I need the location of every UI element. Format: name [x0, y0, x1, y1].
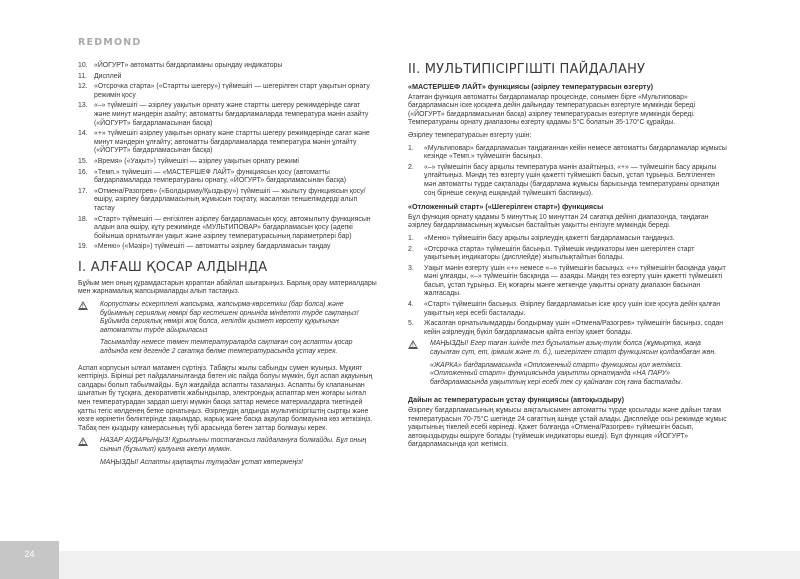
list-item	[78, 243, 378, 252]
list-item	[78, 216, 378, 242]
list-item	[78, 73, 378, 82]
list-item	[78, 188, 378, 214]
list-item-number: 1.	[408, 144, 414, 152]
note-delay-programs: «ЖАРКА» бағдарламасында «Отложенный старт» функциясы қол жетімсіз. «Отложенный старт» функциясында уақытты орнатқанда «НА ПАРУ» бағдарламасында уақыттың кері есебі тек су қайнаған соң ғана басталады.	[430, 361, 683, 386]
section-title-before-use: I. АЛҒАШ ҚОСАР АЛДЫНДА	[78, 259, 268, 275]
page-number: 24	[0, 541, 59, 579]
list-item-number: 10.	[78, 62, 88, 69]
list-item	[408, 320, 728, 337]
left-column	[78, 62, 378, 475]
list-item-text: «+» түймешігі әзірлеу уақытын орнату және стартты шегеру режимдерінде сағат және минут мәндерін ұлғайту; автоматты бағдарламаларда температура мәнін ұлғайту («ЙОГУРТ» бағдарламасынан басқа)	[94, 130, 370, 155]
right-column	[408, 62, 728, 454]
list-item	[78, 158, 378, 167]
mastershef-paragraph: Атағған функция автоматты бағдарламалар процесінде, сонымен бірге «Мультиповар» бағдарламасын іске қосқанға дейін дайындау температурасын өзгертуге мүмкіндік береді («ЙОГУРТ» бағдарламасынан басқа) әзірлеу температурасын өзгертуге мүмкіндік береді. Температураны орнату диапазоны өзгерту қадамы 5°С болатын 35-170°С құрайды.	[408, 93, 695, 127]
list-item-text: «Темп.» түймешігі — «МАСТЕРШЕФ ЛАЙТ» функциясын қосу (автоматты бағдарламаларда температураны орнату, «ЙОГУРТ» бағдарламасынан басқа)	[94, 168, 347, 185]
list-item-text: «Старт» түймешігі — енгізілген әзірлеу бағдарламасын қосу, автожылыту функциясын алдын ала өшіру, кұту режимінде «МУЛЬТИПОВАР» бағдарламасын қосу (әдепкі бойынша орнатылған уақыт және әзірлеу температурасының параметрлері бар)	[94, 215, 371, 240]
heading-delayed-start: «Отложенный старт» («Шегерілген старт») функциясы	[408, 202, 604, 212]
list-item	[408, 301, 728, 318]
note-attention: ! НАЗАР АУДАРЫҢЫЗ! Құрылғыны тостағансыз пайдалануға болмайды. Бұл оның сынып (бұзылып) қалуына әкелуі мүмкін. МАҢЫЗДЫ! Аспапты қақпақты тұтқадан ұстап көтермеңіз!	[78, 437, 378, 471]
list-item-number: 2.	[408, 163, 414, 171]
note-delayed-start: ! МАҢЫЗДЫ! Егер таған ішінде тез бұзылатын азық-түлік болса (жұмыртқа, жаңа сауылған сүт, ет, ірімшік және т. б.), шегерілген старт функциясын қолданбаған жөн. «ЖАРКА» бағдарламасында «Отложенный старт» функциясы қол жетімсіз. «Отложенный старт» функциясында уақытты орнатқанда «НА ПАРУ» бағдарламасында уақыттың кері есебі тек су қайнаған соң ғана басталады.	[408, 340, 728, 391]
heading-mastershef: «МАСТЕРШЕФ ЛАЙТ» функциясы (әзірлеу температурасын өзгерту)	[408, 82, 654, 91]
list-item-number: 3.	[408, 264, 414, 272]
list-item	[78, 102, 378, 128]
controls-list	[78, 62, 378, 252]
list-item-text: «Отмена/Разогрев» («Болдырмау/Қыздыру») түймешігі — жылыту функциясын қосу/өшіру, әзірлеу бағдарламасының жұмысын тоқтату, жасалған теншелімдерді алып тастау	[94, 187, 366, 212]
list-item-text: «ЙОГУРТ» автоматты бағдарламаны орындау индикаторы	[94, 62, 283, 69]
list-item-number: 15.	[78, 157, 88, 165]
list-item	[78, 62, 378, 71]
list-item-number: 19.	[78, 243, 88, 251]
list-item-number: 13.	[78, 102, 88, 110]
list-item-text: Дисплей	[94, 72, 122, 80]
list-item-text: «Отсрочка старта» («Стартты шегеру») түймешігі — шегерілген старт уақытын орнату режимін қосу	[94, 83, 370, 99]
note-label-text: Корпустағы ескертпелі жапсырма, жапсырма-көрсеткіш (бар болса) және бұйымның сериялық нөмірі бар кестешені орнында міндетті түрде сақтаңыз! Бұйымда сериялық нөмірі жоқ болса, кепілдік қызмет көрсету құқығынан автоматты түрде айырыласыз	[100, 301, 359, 334]
list-item	[408, 164, 728, 198]
list-item-number: 18.	[78, 215, 88, 223]
list-item-text: «Меню» («Мәзір») түймешігі — автоматты әзірлеу бағдарламасын таңдау	[94, 243, 331, 251]
brand-logo: REDMOND	[78, 37, 142, 48]
intro-paragraph: Бұйым мен оның құрамдастарын қораптан абайлап шығарыңыз. Барлық орау материалдары мен жарнамалық жапсырмаларды алып тастаңыз.	[78, 279, 377, 296]
cleaning-paragraph: Аспап корпусын ылғал матамен сүртіңіз. Табақты жылы сабынды сумен жуыңыз. Мұқият кептіріңіз. Бірінші рет пайдаланылғанда бөтен иіс пайда болуы мүмкін, бұл аспап ақауының салдары болып табылмайды. Бұл жағдайда аспапты тазалаңыз. Аспапты бу клапанынан шығатын бу тұсқаға, декоративтік жабындылар, электрондық аспаптар мен жоғары ылғал мен температурадан зардап шегуі мүмкін басқа заттар немесе материалдарға тиетіндей қатты тегіс көлденең бетке орнатыңыз. Әзірлеудің алдында мультипісіргіштің сыртқы және көзге көрінетін бөліктерінде зақымдар, жарық және басқа ақаулар болмауына көз жеткізіңіз. Табақ пен қыздыру камерасының түбі арасында бөтен заттар болмауы керек.	[78, 364, 373, 432]
list-item	[78, 83, 378, 100]
list-item-text: «Отсрочка старта» түймешігін басыңыз. Түймешік индикаторы мен шегерілген старт уақытының индикаторы (дисплейде) жыпылықтайтын болады.	[424, 245, 695, 262]
list-item-number: 4.	[408, 301, 414, 309]
mastershef-steps	[408, 145, 728, 199]
list-item-number: 11.	[78, 72, 88, 80]
heading-auto-warm: Дайын ас температурасын ұстау функциясы (автоқыздыру)	[408, 395, 624, 405]
list-item	[408, 265, 728, 299]
list-item	[408, 145, 728, 162]
list-item-number: 2.	[408, 245, 414, 253]
list-item-text: «Меню» түймешігін басу арқылы әзірлеудің қажетті бағдарламасын таңдаңыз.	[424, 234, 675, 242]
list-item-text: «–» түймешігін басу арқылы температура мәнін азайтыңыз, «+» — түймешігін басу арқылы ұлғайтыңыз. Мәндң тез өзгерту үшін қажетті түймешікті басып, ұстап тұрыңыз. Белгіленген мән автоматты түрде сақталады (бағдарлама жұмысы барысында температураны орнатқан соң бірнеше секунд ешқандай түймешікті баспаңыз).	[424, 163, 720, 197]
list-item-number: 1.	[408, 234, 414, 242]
list-item-text: Жасалған орнатылымдарды болдырмау үшін «Отмена/Разогрев» түймешігін басыңыз, содан кейін әзірлеудің бүкіл бағдарламасын қайта енгізу қажет болады.	[424, 320, 724, 336]
footer-bar	[0, 551, 800, 579]
list-item-number: 12.	[78, 83, 88, 91]
list-item-number: 5.	[408, 320, 414, 328]
list-item-text: Уақыт мәнін өзгерту үшін «+» немесе «–» түймешігін басыңыз. «+» түймешігін басқанда уақыт мәні ұлғаяды, «–» түймешігін басқанда — азаяды. Мәндң тез өзгерту үшін қажетті түймешікті басып, ұстап тұрыңыз. Ең жоғарғы мәнге жеткенде уақытты орнату диапазон басынан жалғасады.	[424, 264, 726, 298]
list-item	[78, 130, 378, 156]
list-item-text: «Старт» түймешігін басыңыз. Әзірлеу бағдарламасын іске қосу үшін іске қосуға дейін қалған уақыттың кері есебі басталады.	[424, 301, 721, 317]
list-item-text: «Время» («Уақыт») түймешігі — әзірлеу уақытын орнату режимі	[94, 157, 299, 165]
list-item-text: «Мультиповар» бағдарламасын таңдағаннан кейін немесе автоматты бағдарламалар жұмысы кезінде «Темп.» түймешігін басыңыз.	[424, 144, 727, 161]
note-attention-text: НАЗАР АУДАРЫҢЫЗ! Құрылғыны тостағансыз пайдалануға болмайды. Бұл оның сынып (бұзылып) қалуына әкелуі мүмкін.	[100, 437, 367, 453]
list-item	[78, 169, 378, 186]
list-item-number: 16.	[78, 168, 88, 176]
note-label-warning: ! Корпустағы ескертпелі жапсырма, жапсырма-көрсеткіш (бар болса) және бұйымның сериялық нөмірі бар кестешені орнында міндетті түрде сақтаңыз! Бұйымда сериялық нөмірі жоқ болса, кепілдік қызмет көрсету құқығынан автоматты түрде айырыласыз Тасымалдау немесе төмен температураларда сақтаған соң аспапты қосар алдында кем дегенде 2 сағатқа бөлме температурасында ұстау керек.	[78, 301, 378, 361]
note-delay-important: МАҢЫЗДЫ! Егер таған ішінде тез бұзылатын азық-түлік болса (жұмыртқа, жаңа сауылған сүт, ет, ірімшік және т. б.), шегерілген старт функциясын қолданбаған жөн.	[430, 340, 717, 357]
list-item	[408, 235, 728, 244]
delayed-start-paragraph: Бұл функция орнату қадамы 5 минуттық 10 минуттан 24 сағатқа дейінгі диапазонда, таңдаған әзірлеу бағдарламасының жұмысын бастайтын уақытты енгізуге мүмкіндік береді.	[408, 213, 709, 230]
note-storage-text: Тасымалдау немесе төмен температураларда сақтаған соң аспапты қосар алдында кем дегенде 2 сағатқа бөлме температурасында ұстау керек.	[100, 339, 353, 356]
delayed-start-steps	[408, 235, 728, 338]
list-item-number: 14.	[78, 130, 88, 138]
note-important-text: МАҢЫЗДЫ! Аспапты қақпақты тұтқадан ұстап көтермеңіз!	[100, 458, 303, 466]
list-item-text: «–» түймешігі — әзірлеу уақытын орнату және стартты шегеру режимдерінде сағат және минут мәндерін азайту; автоматты бағдарламаларда температура мәнін азайту («ЙОГУРТ» бағдарламасынан басқа)	[94, 102, 369, 127]
auto-warm-paragraph: Әзірлеу бағдарламасының жұмысы аяқталысымен автоматты түрде қосылады және дайын тағам температурасын 70-75°С шегінде 24 сағаттың ішінде ұстай алады. Дисплейде осы режимде жұмыс уақытының тікелей есебі көрінеді. Қажет болғанда «Отмена/Разогрев» түймешігін басып, автоқыздыруды өшіруге болады (түймешік индикаторы өшеді). Бұл функция «ЙОГУРТ» бағдарламасында қол жетімсіз.	[408, 407, 727, 449]
list-item-number: 17.	[78, 187, 88, 195]
list-item	[408, 246, 728, 263]
section-title-usage: II. МУЛЬТИПІСІРГІШТІ ПАЙДАЛАНУ	[408, 62, 646, 77]
change-temp-intro: Әзірлеу температурасын өзгерту үшін:	[408, 131, 532, 139]
